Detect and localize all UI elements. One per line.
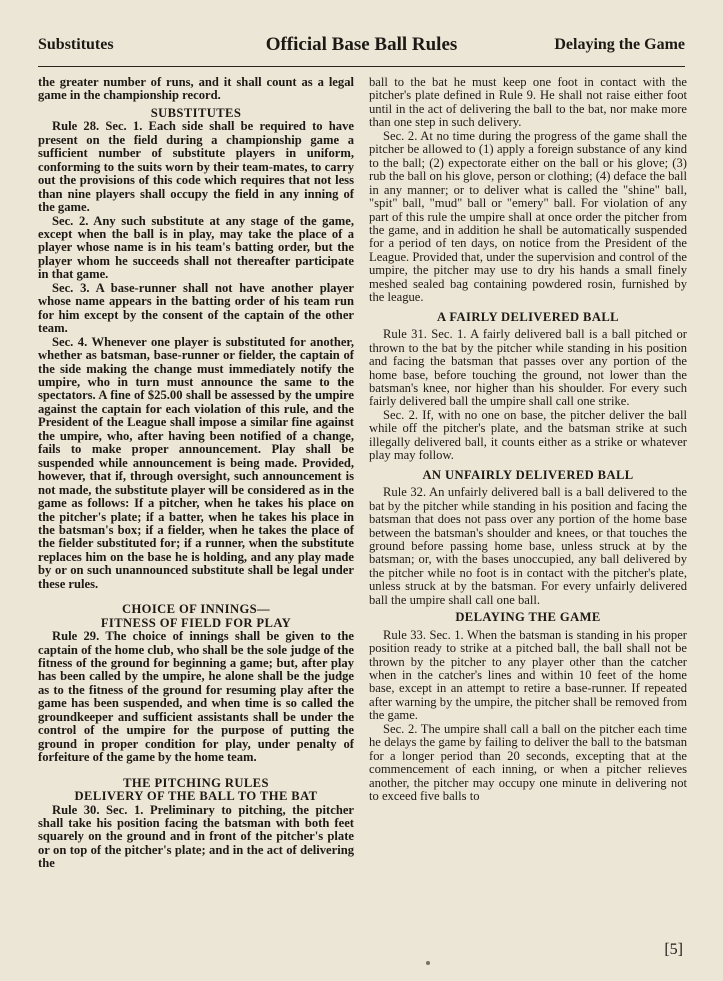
paragraph-rule-30-sec-1: Rule 30. Sec. 1. Preliminary to pitching, the pitcher shall take his position facing the batsman with both feet squarely on the ground and in front of the pitcher's plate or on top of the pitcher's plate; and in the act of delivering the <box>38 802 354 871</box>
heading-unfairly-delivered-ball: AN UNFAIRLY DELIVERED BALL <box>422 467 634 482</box>
heading-choice-of-innings: CHOICE OF INNINGS— <box>121 602 271 617</box>
heading-fitness-of-field: FITNESS OF FIELD FOR PLAY <box>100 615 292 630</box>
paragraph-rule-28-sec-4: Sec. 4. Whenever one player is substituted for another, whether as batsman, base-runner or fielder, the captain of the side making the change must immediately notify the umpire, who in turn must announce the same to the spectators. A fine of $25.00 shall be assessed by the umpire against the captain for each violation of this rule, and the President of the League shall impose a similar fine against the umpire, who, after having been notified of a change, fails to make proper announcement. Play shall be suspended while announcement is being made. Provided, however, that if, through oversight, such announcement is not made, the substitute player will be considered as in the game as follows: If a pitcher, when he takes his place on the pitcher's plate; if a batter, when he takes his place in the batsman's box; if a fielder, when he takes the place of the fielder substituted for; if a runner, when the substitute replaces him on the base he is holding, and any play made by or on such unannounced substitute shall be legal under these rules. <box>38 334 354 591</box>
header-right-title: Delaying the Game <box>554 36 685 53</box>
header-book-title: Official Base Ball Rules <box>265 34 458 55</box>
heading-fairly-delivered-ball: A FAIRLY DELIVERED BALL <box>437 309 619 324</box>
paragraph-rule-30-sec-2: Sec. 2. At no time during the progress of the game shall the pitcher be allowed to (1) apply a foreign substance of any kind to the ball; (2) expectorate either on the ball or his glove; (3) rub the ball on his glove, person or clothing; (4) deface the ball in any manner; or to deliver what is called the "shine" ball, "spit" ball, "mud" ball or "emery" ball. For violation of any part of this rule the umpire shall at once order the pitcher from the game, and in addition he shall be automatically suspended for a period of ten days, on notice from the President of the League. Provided that, under the supervision and control of the umpire, the pitcher may use to dry his hands a small finely meshed sealed bag containing powdered rosin, furnished by the league. <box>369 128 687 305</box>
paragraph-continuation: the greater number of runs, and it shall count as a legal game in the championship record. <box>38 75 354 103</box>
paragraph-rule-28-sec-2: Sec. 2. Any such substitute at any stage of the game, except when the ball is in play, may take the place of a player whose name is in his team's batting order, but the player whom he succeeds shall not thereafter participate in that game. <box>38 213 354 282</box>
paragraph-continuation: ball to the bat he must keep one foot in contact with the pitcher's plate defined in Rule 9. He shall not raise either foot until in the act of delivering the ball to the bat, nor make more than one step in such delivery. <box>369 75 687 130</box>
paragraph-rule-28-sec-1: Rule 28. Sec. 1. Each side shall be required to have present on the field during a championship game a sufficient number of substitute players in uniform, conforming to the suits worn by their team-mates, to carry out the provisions of this code which requires that not less than nine players shall occupy the field in any inning of the game. <box>38 119 354 215</box>
running-header <box>38 36 685 62</box>
heading-delivery-of-ball: DELIVERY OF THE BALL TO THE BAT <box>74 789 318 804</box>
paragraph-rule-33-sec-2: Sec. 2. The umpire shall call a ball on the pitcher each time he delays the game by failing to deliver the ball to the batsman for a longer period than 20 seconds, excepting that at the commencement of each inning, or when a pitcher relieves another, the pitcher may occupy one minute in delivering not to exceed five balls to <box>369 721 687 804</box>
heading-delaying-the-game: DELAYING THE GAME <box>455 610 601 625</box>
heading-substitutes: SUBSTITUTES <box>150 105 242 120</box>
print-speck <box>426 961 430 965</box>
heading-pitching-rules: THE PITCHING RULES <box>123 775 269 790</box>
paragraph-rule-31-sec-1: Rule 31. Sec. 1. A fairly delivered ball is a ball pitched or thrown to the bat by the pitcher while standing in his position and facing the batsman that passes over any portion of the home base, before touching the ground, not lower than the batsman's knee, nor higher than his shoulder. For every such fairly delivered ball the umpire shall call one strike. <box>369 327 687 409</box>
right-column <box>369 76 687 804</box>
paragraph-rule-33-sec-1: Rule 33. Sec. 1. When the batsman is standing in his proper position ready to strike at a pitched ball, the ball shall not be thrown by the pitcher to any player other than the catcher when in the catcher's lines and within 10 feet of the home base, except in an attempt to retire a base-runner. If repeated after warning by the umpire, the pitcher shall be removed from the game. <box>369 627 687 723</box>
paragraph-rule-29: Rule 29. The choice of innings shall be given to the captain of the home club, who shall be the sole judge of the fitness of the ground for beginning a game; but, after play has been called by the umpire, he alone shall be the judge as to the fitness of the ground for resuming play after the game has been suspended, and when time is so called the groundkeeper and sufficient assistants shall be under the control of the umpire for the purpose of putting the ground in proper condition for play, under penalty of forfeiture of the game by the home team. <box>38 629 354 765</box>
header-divider <box>38 66 685 67</box>
paragraph-rule-32: Rule 32. An unfairly delivered ball is a ball delivered to the bat by the pitcher while standing in his position and facing the batsman that does not pass over any portion of the home base between the batsman's shoulder and knees, or that touches the ground before passing home base, unless struck at by the batsman; or, with the bases unoccupied, any ball delivered by the pitcher while no foot is in contact with the pitcher's plate, unless struck at by the batsman. For every unfairly delivered ball the umpire shall call one ball. <box>369 485 687 607</box>
paragraph-rule-31-sec-2: Sec. 2. If, with no one on base, the pitcher deliver the ball while off the pitcher's plate, and the batsman strike at such illegally delivered ball, it counts either as a strike or whatever play may follow. <box>369 407 687 463</box>
left-column <box>38 76 354 871</box>
paragraph-rule-28-sec-3: Sec. 3. A base-runner shall not have another player whose name appears in the batting order of his team run for him except by the consent of the captain of the other team. <box>38 280 354 336</box>
header-left-title: Substitutes <box>38 36 114 53</box>
page-number: [5] <box>664 941 683 958</box>
